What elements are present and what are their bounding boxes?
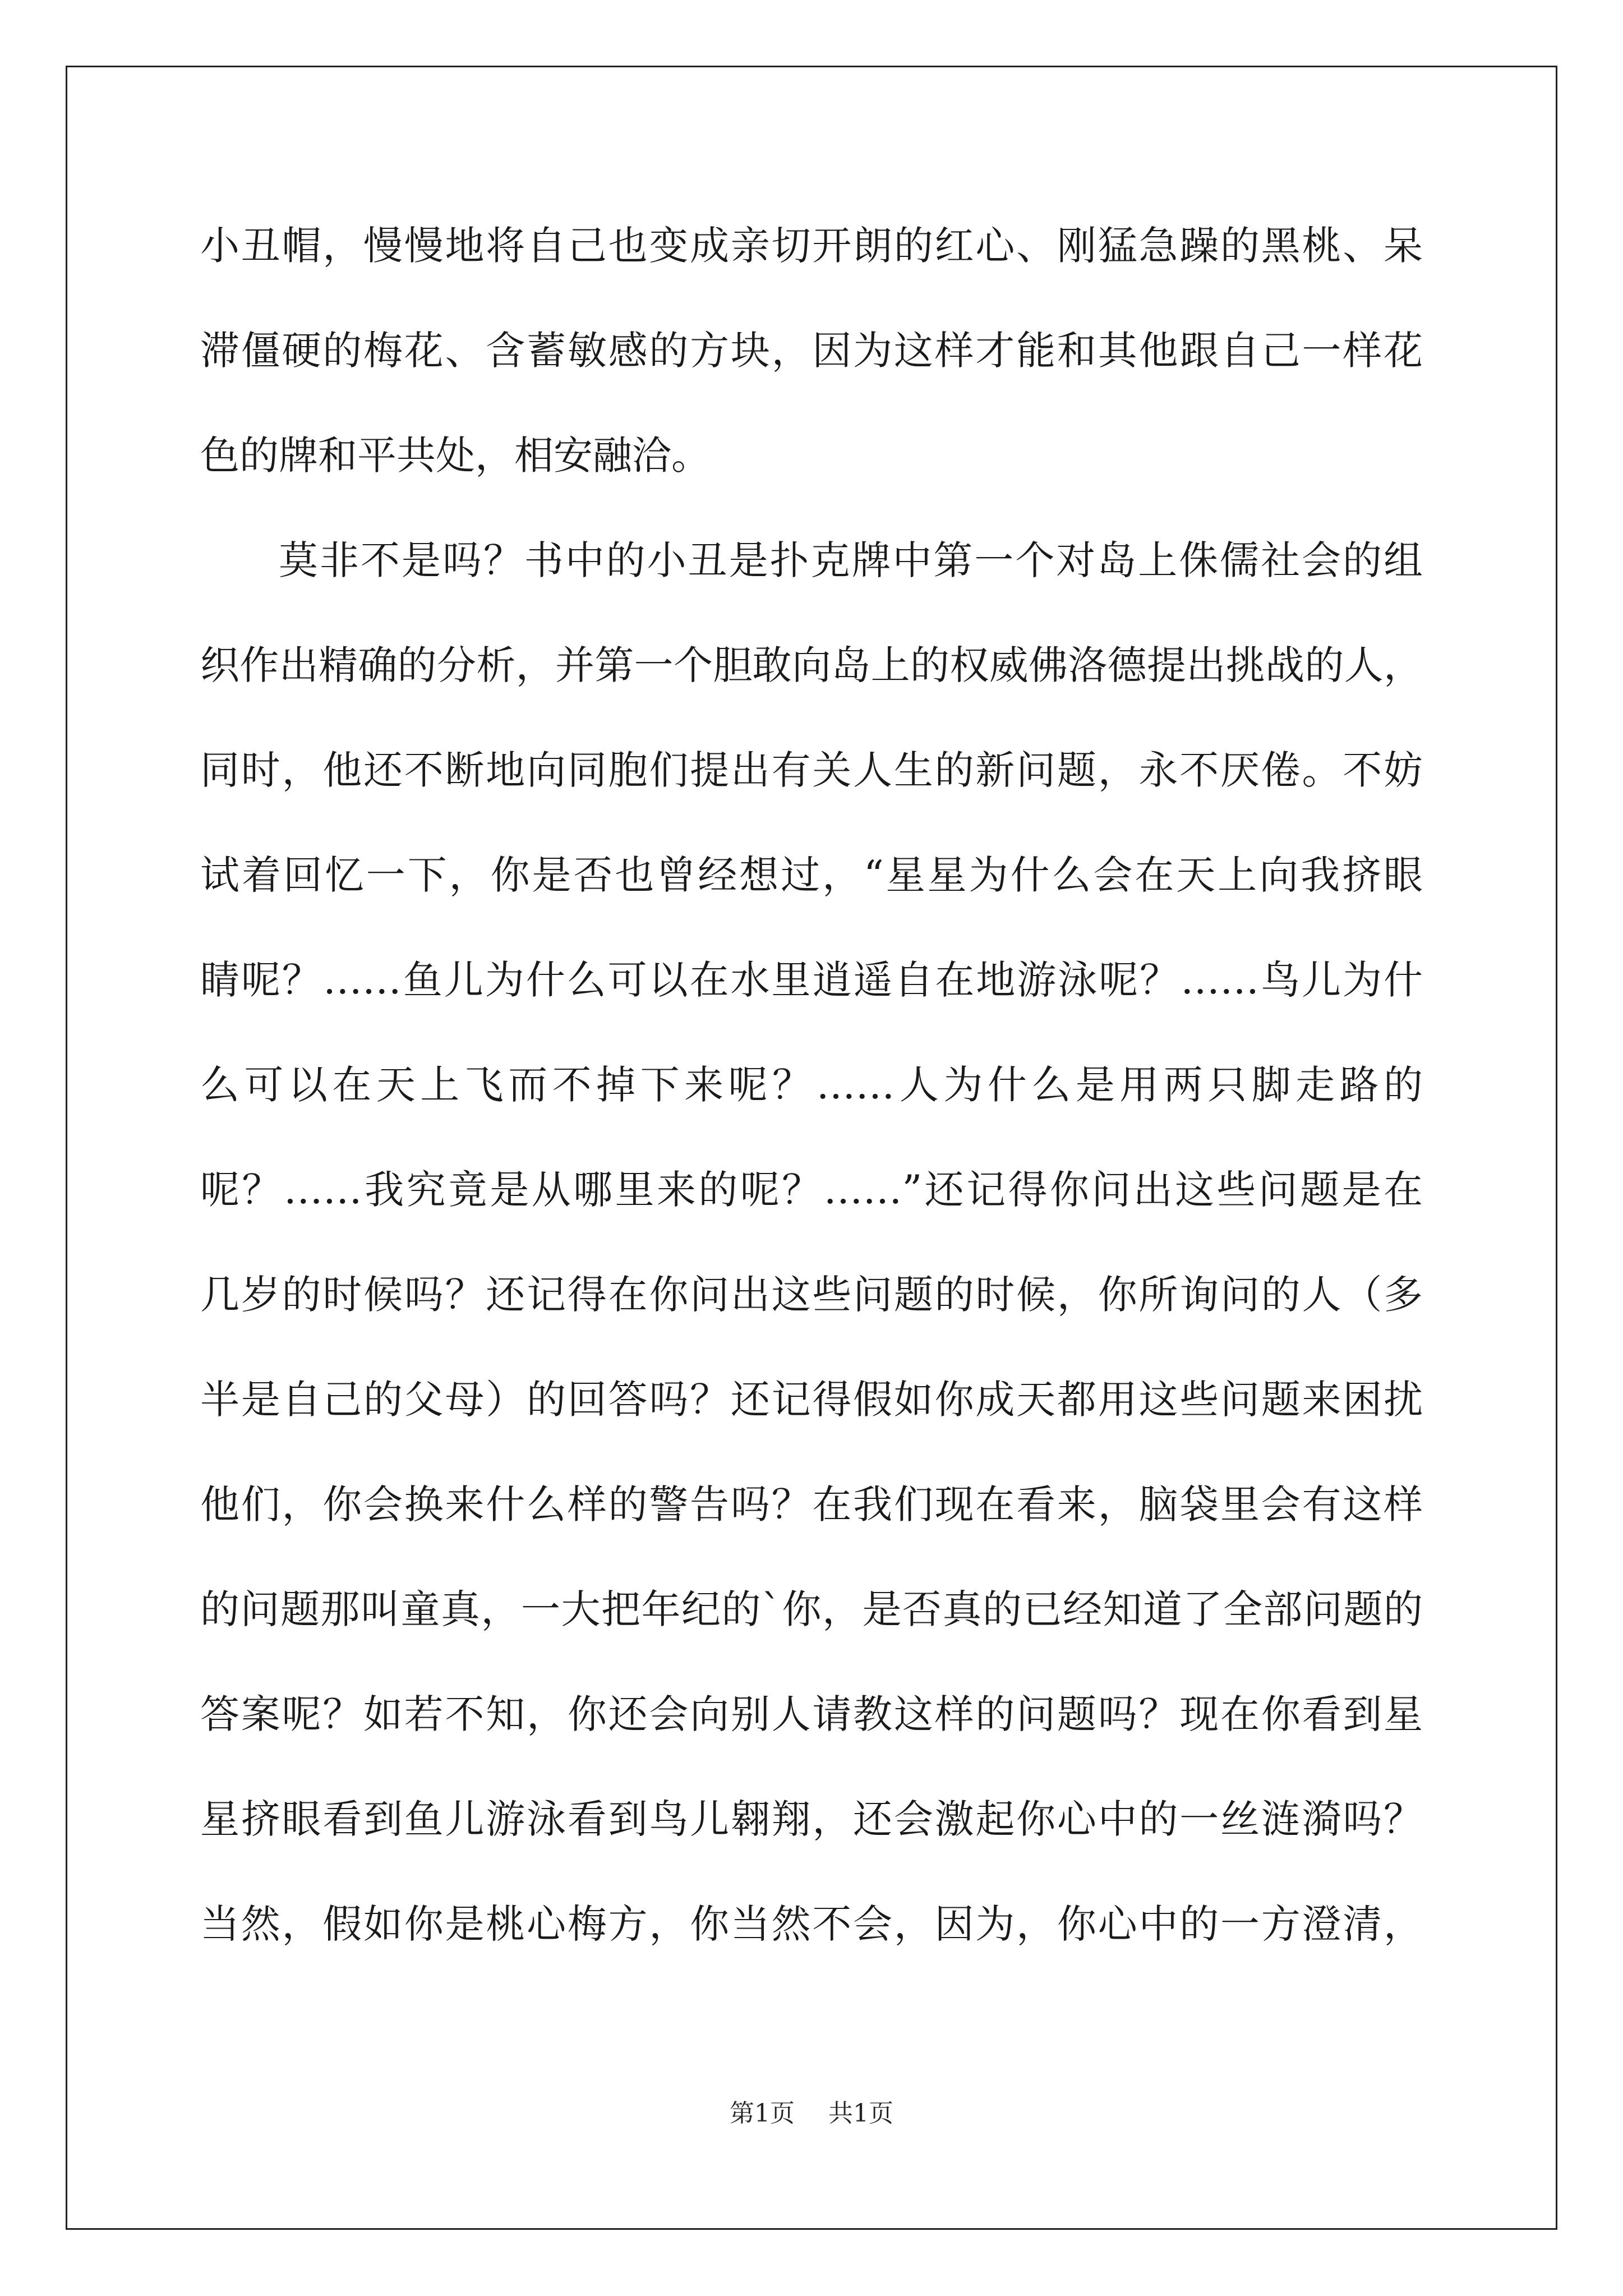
paragraph-line: 几岁的时候吗？还记得在你问出这些问题的时候，你所询问的人（多 [200, 1272, 1423, 1318]
paragraph-line: 同时，他还不断地向同胞们提出有关人生的新问题，永不厌倦。不妨 [200, 747, 1423, 793]
paragraph-line: 他们，你会换来什么样的警告吗？在我们现在看来，脑袋里会有这样 [200, 1481, 1423, 1527]
paragraph-line: 滞僵硬的梅花、含蓄敏感的方块，因为这样才能和其他跟自己一样花 [200, 328, 1423, 374]
paragraph-line: 答案呢？如若不知，你还会向别人请教这样的问题吗？现在你看到星 [200, 1691, 1423, 1737]
paragraph-line: 当然，假如你是桃心梅方，你当然不会，因为，你心中的一方澄清， [200, 1901, 1423, 1947]
paragraph-line: 么可以在天上飞而不掉下来呢？……人为什么是用两只脚走路的 [200, 1062, 1423, 1108]
paragraph-line: 星挤眼看到鱼儿游泳看到鸟儿翱翔，还会激起你心中的一丝涟漪吗？ [200, 1796, 1423, 1842]
paragraph-line: 呢？……我究竟是从哪里来的呢？……”还记得你问出这些问题是在 [200, 1167, 1423, 1213]
paragraph-line: 睛呢？……鱼儿为什么可以在水里逍遥自在地游泳呢？……鸟儿为什 [200, 957, 1423, 1003]
paragraph-line: 莫非不是吗？书中的小丑是扑克牌中第一个对岛上侏儒社会的组 [279, 537, 1423, 583]
paragraph-line: 半是自己的父母）的回答吗？还记得假如你成天都用这些问题来困扰 [200, 1377, 1423, 1423]
paragraph-line: 小丑帽，慢慢地将自己也变成亲切开朗的红心、刚猛急躁的黑桃、呆 [200, 223, 1423, 269]
paragraph-line: 试着回忆一下，你是否也曾经想过，“星星为什么会在天上向我挤眼 [200, 852, 1423, 898]
document-body [200, 194, 1423, 1977]
page-number-total: 共1页 [828, 2099, 893, 2128]
paragraph-line: 的问题那叫童真，一大把年纪的`你，是否真的已经知道了全部问题的 [200, 1586, 1423, 1632]
paragraph-line: 色的牌和平共处，相安融洽。 [200, 432, 711, 478]
paragraph-line: 织作出精确的分析，并第一个胆敢向岛上的权威佛洛德提出挑战的人， [200, 642, 1423, 688]
page-number-current: 第1页 [730, 2099, 795, 2128]
page-footer [0, 2097, 1623, 2131]
